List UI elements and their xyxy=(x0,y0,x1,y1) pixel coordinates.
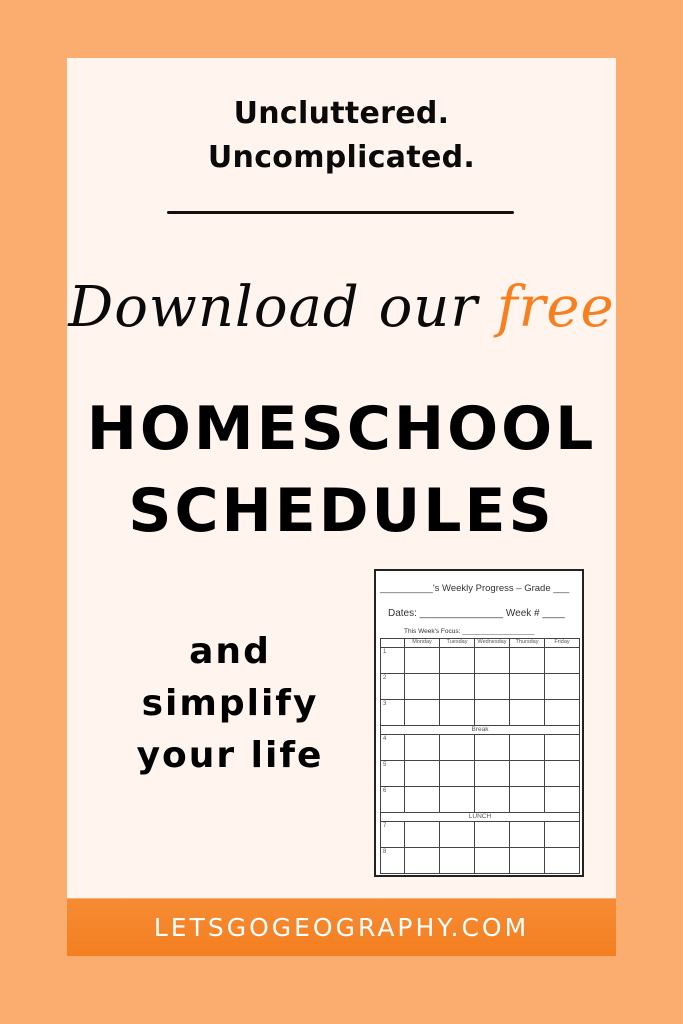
schedule-row xyxy=(381,735,580,761)
footer-site-banner[interactable] xyxy=(67,899,616,956)
period-label: 2 xyxy=(381,674,405,700)
schedule-row xyxy=(381,822,580,848)
schedule-grid xyxy=(380,638,580,874)
subheading-line-1: and xyxy=(189,631,271,672)
period-label: 3 xyxy=(381,700,405,726)
break-row xyxy=(381,726,580,735)
schedule-focus: This Week's Focus: ____________________ xyxy=(404,628,535,635)
period-label: 8 xyxy=(381,848,405,874)
subheading-line-2: simplify xyxy=(141,683,319,724)
lunch-row xyxy=(381,813,580,822)
period-label: 7 xyxy=(381,822,405,848)
period-label: 4 xyxy=(381,735,405,761)
header-cell xyxy=(381,639,405,648)
schedule-preview-image xyxy=(374,569,584,877)
schedule-dates: Dates: _______________ Week # ____ xyxy=(388,608,565,619)
headline-line-1: HOMESCHOOL xyxy=(86,394,597,464)
header-cell: Monday xyxy=(405,639,440,648)
divider-rule xyxy=(167,211,514,214)
header-cell: Thursday xyxy=(510,639,545,648)
schedule-header-row xyxy=(381,639,580,648)
schedule-row xyxy=(381,700,580,726)
schedule-title: __________'s Weekly Progress – Grade ___ xyxy=(380,583,570,594)
script-heading xyxy=(67,268,616,348)
break-label: Break xyxy=(381,726,580,735)
header-cell: Friday xyxy=(545,639,580,648)
lunch-label: LUNCH xyxy=(381,813,580,822)
period-label: 6 xyxy=(381,787,405,813)
schedule-row xyxy=(381,648,580,674)
subheading xyxy=(110,626,350,782)
headline-line-2: SCHEDULES xyxy=(128,476,555,546)
tagline-line-1: Uncluttered. xyxy=(233,96,450,131)
header-cell: Wednesday xyxy=(475,639,510,648)
script-prefix: Download our xyxy=(68,275,497,340)
tagline-line-2: Uncomplicated. xyxy=(207,140,476,175)
headline xyxy=(60,388,623,552)
script-accent-word: free xyxy=(496,275,615,340)
schedule-row xyxy=(381,787,580,813)
header-cell: Tuesday xyxy=(440,639,475,648)
tagline xyxy=(67,92,616,180)
subheading-line-3: your life xyxy=(136,735,324,776)
period-label: 1 xyxy=(381,648,405,674)
footer-site-link[interactable]: LETSGOGEOGRAPHY.COM xyxy=(153,913,530,942)
schedule-row xyxy=(381,674,580,700)
schedule-row xyxy=(381,848,580,874)
period-label: 5 xyxy=(381,761,405,787)
schedule-row xyxy=(381,761,580,787)
